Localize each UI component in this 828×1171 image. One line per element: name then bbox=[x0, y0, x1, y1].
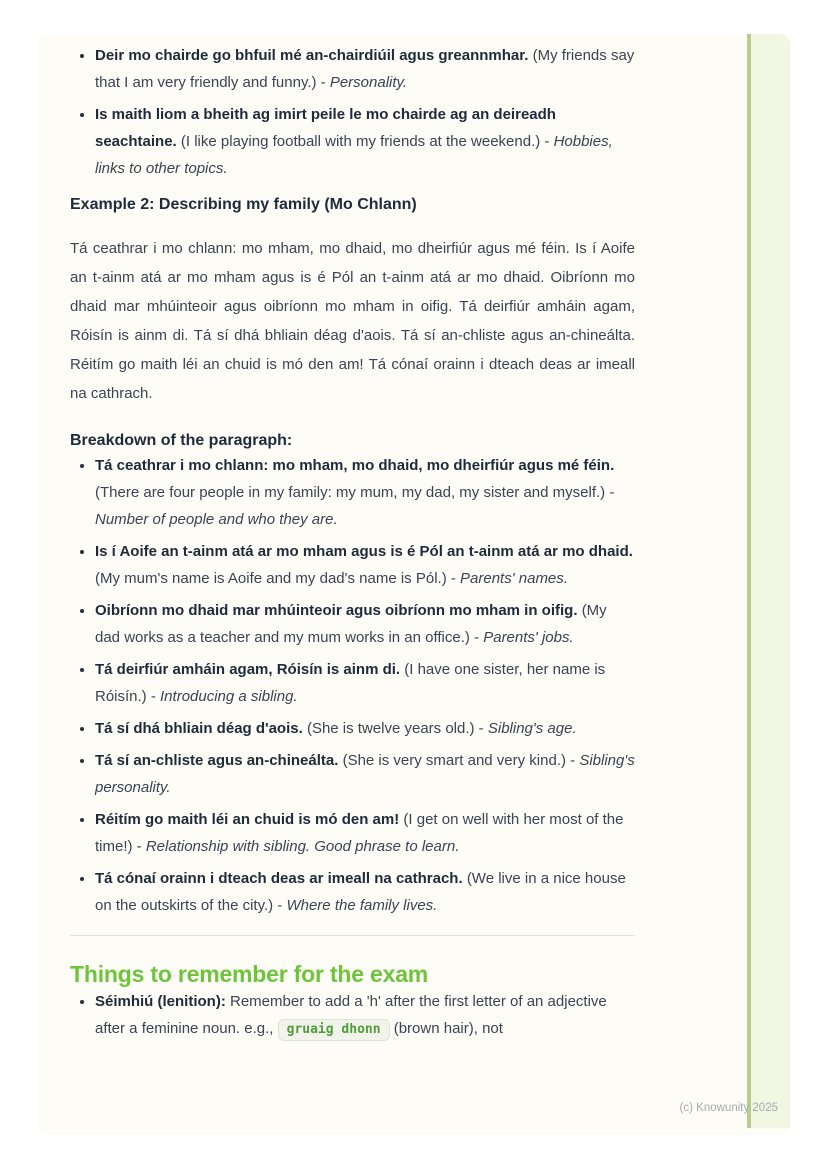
list-item bbox=[95, 597, 635, 651]
topic-label: Personality. bbox=[329, 74, 408, 91]
topic-label: Introducing a sibling. bbox=[160, 688, 298, 705]
exam-explanation-continued: (brown hair), not bbox=[393, 1020, 503, 1037]
exam-section-heading: Things to remember for the exam bbox=[70, 961, 429, 987]
list-item bbox=[95, 988, 635, 1043]
document-content bbox=[38, 34, 752, 1043]
list-item bbox=[95, 747, 635, 801]
example2-heading: Example 2: Describing my family (Mo Chlann) bbox=[70, 196, 417, 213]
irish-phrase: Tá sí an-chliste agus an-chineálta. bbox=[95, 752, 339, 769]
document-page bbox=[38, 34, 790, 1135]
list-item bbox=[95, 42, 635, 96]
irish-phrase: Tá ceathrar i mo chlann: mo mham, mo dhaid, mo dheirfiúr agus mé féin. bbox=[95, 457, 615, 474]
list-item bbox=[95, 538, 635, 592]
topic-label: Hobbies, links to other topics. bbox=[95, 133, 613, 177]
irish-phrase: Tá sí dhá bhliain déag d'aois. bbox=[95, 720, 303, 737]
translation: (My mum's name is Aoife and my dad's name is Pól.) - bbox=[95, 570, 461, 587]
irish-phrase: Tá cónaí orainn i dteach deas ar imeall na cathrach. bbox=[95, 870, 463, 887]
irish-code-chip: gruaig dhonn bbox=[278, 1019, 390, 1041]
irish-phrase: Is maith liom a bheith ag imirt peile le mo chairde ag an deireadh seachtaine. bbox=[95, 106, 556, 150]
breakdown-heading: Breakdown of the paragraph: bbox=[70, 432, 293, 449]
translation: (My dad works as a teacher and my mum works in an office.) - bbox=[95, 602, 607, 646]
section-divider bbox=[70, 935, 635, 936]
translation: (I have one sister, her name is Róisín.) - bbox=[95, 661, 606, 705]
translation: (I like playing football with my friends at the weekend.) - bbox=[180, 133, 554, 150]
topic-label: Relationship with sibling. Good phrase to learn. bbox=[145, 838, 460, 855]
list-item bbox=[95, 656, 635, 710]
irish-phrase: Réitím go maith léi an chuid is mó den am! bbox=[95, 811, 400, 828]
topic-label: Number of people and who they are. bbox=[95, 511, 338, 528]
irish-phrase: Is í Aoife an t-ainm atá ar mo mham agus is é Pól an t-ainm atá ar mo dhaid. bbox=[95, 543, 633, 560]
page-edge-accent bbox=[747, 34, 790, 1128]
topic-label: Sibling's personality. bbox=[95, 752, 635, 796]
list-item bbox=[95, 101, 635, 182]
topic-label: Parents' names. bbox=[460, 570, 568, 587]
topic-label: Parents' jobs. bbox=[483, 629, 574, 646]
example2-paragraph: Tá ceathrar i mo chlann: mo mham, mo dhaid, mo dheirfiúr agus mé féin. Is í Aoife an t-ainm atá ar mo mham agus is é Pól an t-ainm atá ar mo dhaid. Oibríonn mo dhaid mar mhúinteoir agus oibríonn mo mham in oifig. Tá deirfiúr amháin agam, Róisín is ainm di. Tá sí dhá bhliain déag d'aois. Tá sí an-chliste agus an-chineálta. Réitím go maith léi an chuid is mó den am! Tá cónaí orainn i dteach deas ar imeall na cathrach. bbox=[70, 240, 635, 402]
topic-label: Where the family lives. bbox=[286, 897, 438, 914]
list-item bbox=[95, 865, 635, 919]
translation: (She is very smart and very kind.) - bbox=[342, 752, 580, 769]
translation: (I get on well with her most of the time!) - bbox=[95, 811, 624, 855]
exam-term: Séimhiú (lenition): bbox=[95, 993, 226, 1010]
list-item bbox=[95, 715, 635, 742]
intro-bullet-list bbox=[70, 42, 635, 182]
exam-bullet-list bbox=[70, 988, 635, 1043]
irish-phrase: Deir mo chairde go bhfuil mé an-chairdiúil agus greannmhar. bbox=[95, 47, 529, 64]
irish-phrase: Tá deirfiúr amháin agam, Róisín is ainm di. bbox=[95, 661, 401, 678]
translation: (My friends say that I am very friendly and funny.) - bbox=[95, 47, 635, 91]
list-item bbox=[95, 806, 635, 860]
irish-phrase: Oibríonn mo dhaid mar mhúinteoir agus oibríonn mo mham in oifig. bbox=[95, 602, 578, 619]
translation: (There are four people in my family: my mum, my dad, my sister and myself.) - bbox=[95, 484, 615, 501]
topic-label: Sibling's age. bbox=[487, 720, 577, 737]
translation: (She is twelve years old.) - bbox=[306, 720, 488, 737]
translation: (We live in a nice house on the outskirts of the city.) - bbox=[95, 870, 626, 914]
list-item bbox=[95, 452, 635, 533]
exam-explanation: Remember to add a 'h' after the first letter of an adjective after a feminine noun. e.g., bbox=[95, 993, 607, 1037]
breakdown-bullet-list bbox=[70, 452, 635, 919]
copyright-watermark: (c) Knowunity 2025 bbox=[679, 1102, 778, 1114]
